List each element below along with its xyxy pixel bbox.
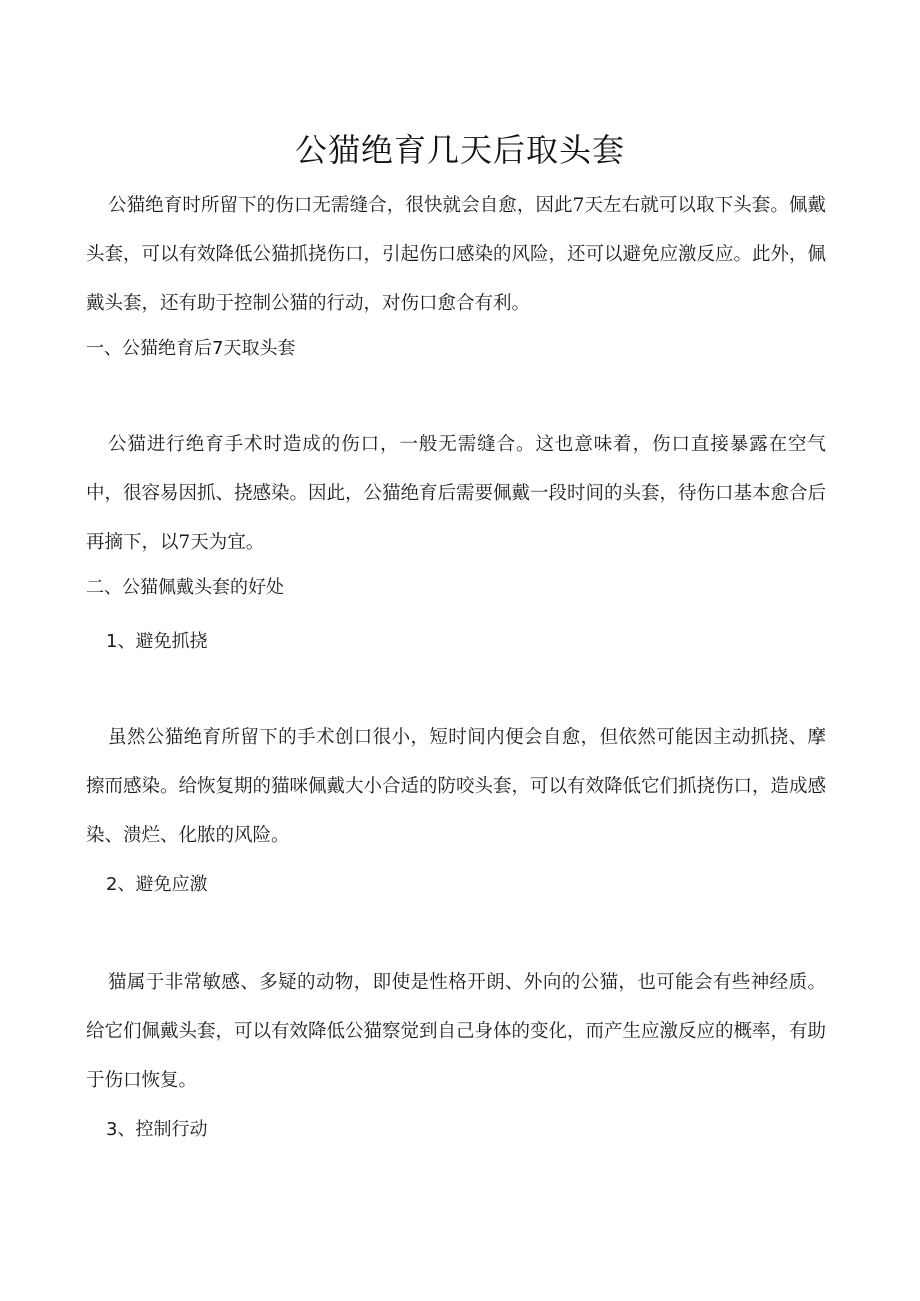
avoid-stress-paragraph: 猫属于非常敏感、多疑的动物，即使是性格开朗、外向的公猫，也可能会有些神经质。给它们佩戴头套，可以有效降低公猫察觉到自己身体的变化，而产生应激反应的概率，有助于伤口恢复。 — [86, 972, 827, 1091]
avoid-scratching-paragraph: 虽然公猫绝育所留下的手术创口很小，短时间内便会自愈，但依然可能因主动抓挠、摩擦而感染。给恢复期的猫咪佩戴大小合适的防咬头套，可以有效降低它们抓挠伤口，造成感染、溃烂、化脓的风险。 — [86, 727, 827, 846]
subheading-avoid-stress: 2、避免应激 — [106, 874, 208, 895]
subheading-avoid-scratching: 1、避免抓挠 — [106, 631, 208, 652]
section-heading-1: 一、公猫绝育后7天取头套 — [86, 338, 296, 359]
section-heading-2: 二、公猫佩戴头套的好处 — [86, 577, 284, 598]
page-title: 公猫绝育几天后取头套 — [294, 131, 625, 169]
section-1-paragraph: 公猫进行绝育手术时造成的伤口，一般无需缝合。这也意味着，伤口直接暴露在空气中，很容易因抓、挠感染。因此，公猫绝育后需要佩戴一段时间的头套，待伤口基本愈合后再摘下，以7天为宜。 — [86, 434, 827, 553]
subheading-control-movement: 3、控制行动 — [106, 1119, 208, 1140]
intro-paragraph: 公猫绝育时所留下的伤口无需缝合，很快就会自愈，因此7天左右就可以取下头套。佩戴头套，可以有效降低公猫抓挠伤口，引起伤口感染的风险，还可以避免应激反应。此外，佩戴头套，还有助于控制公猫的行动，对伤口愈合有利。 — [86, 195, 827, 314]
